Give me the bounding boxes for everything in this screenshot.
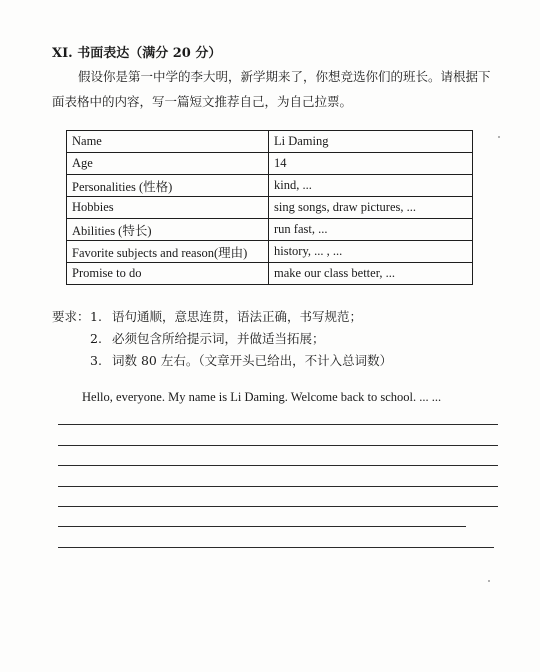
table-cell-label: Favorite subjects and reason(理由) xyxy=(67,241,269,263)
table-row xyxy=(67,197,473,219)
writing-line[interactable] xyxy=(58,486,498,487)
table-cell-label: Personalities (性格) xyxy=(67,175,269,197)
requirement-number: 3. xyxy=(90,353,102,368)
requirement-text: 必须包含所给提示词，并做适当拓展； xyxy=(112,331,325,346)
table-row xyxy=(67,153,473,175)
writing-line[interactable] xyxy=(58,465,498,466)
opening-sentence: Hello, everyone. My name is Li Daming. Welcome back to school. ... ... xyxy=(82,390,442,404)
requirement-text: 语句通顺，意思连贯，语法正确，书写规范； xyxy=(112,309,363,324)
requirement-number: 2. xyxy=(90,331,102,346)
requirements-list xyxy=(52,306,392,372)
requirement-item xyxy=(52,306,392,328)
requirement-number: 1. xyxy=(90,309,102,324)
table-cell-label: Age xyxy=(67,153,269,175)
writing-line[interactable] xyxy=(58,445,498,446)
task-prompt xyxy=(52,64,508,114)
requirements-heading: 要求： xyxy=(52,309,90,324)
table-cell-label: Name xyxy=(67,131,269,153)
prompt-line-1 xyxy=(52,64,508,89)
table-cell-value: make our class better, ... xyxy=(269,263,473,285)
table-cell-value: kind, ... xyxy=(269,175,473,197)
paper-speck xyxy=(488,580,490,582)
table-cell-value: Li Daming xyxy=(269,131,473,153)
prompt-line-2: 面表格中的内容，写一篇短文推荐自己，为自己拉票。 xyxy=(52,94,353,109)
table-row xyxy=(67,263,473,285)
table-cell-label: Abilities (特长) xyxy=(67,219,269,241)
table-cell-value: sing songs, draw pictures, ... xyxy=(269,197,473,219)
prompt-text-1: 假设你是第一中学的李大明，新学期来了，你想竞选你们的班长。请根据下 xyxy=(78,69,491,84)
requirement-item xyxy=(52,328,392,350)
table-row xyxy=(67,175,473,197)
table-cell-label: Promise to do xyxy=(67,263,269,285)
table-row xyxy=(67,219,473,241)
table-cell-label: Hobbies xyxy=(67,197,269,219)
writing-line[interactable] xyxy=(58,506,498,507)
writing-line[interactable] xyxy=(58,526,466,527)
table-cell-value: 14 xyxy=(269,153,473,175)
table-row xyxy=(67,241,473,263)
table-cell-value: run fast, ... xyxy=(269,219,473,241)
writing-line[interactable] xyxy=(58,547,494,548)
writing-line[interactable] xyxy=(58,424,498,425)
table-cell-value: history, ... , ... xyxy=(269,241,473,263)
table-row xyxy=(67,131,473,153)
requirement-text: 词数 80 左右。（文章开头已给出，不计入总词数） xyxy=(112,353,393,368)
paper-speck xyxy=(498,136,500,138)
section-title: XI. 书面表达（满分 20 分） xyxy=(52,46,222,61)
requirement-item xyxy=(52,350,392,372)
info-table xyxy=(66,130,473,285)
